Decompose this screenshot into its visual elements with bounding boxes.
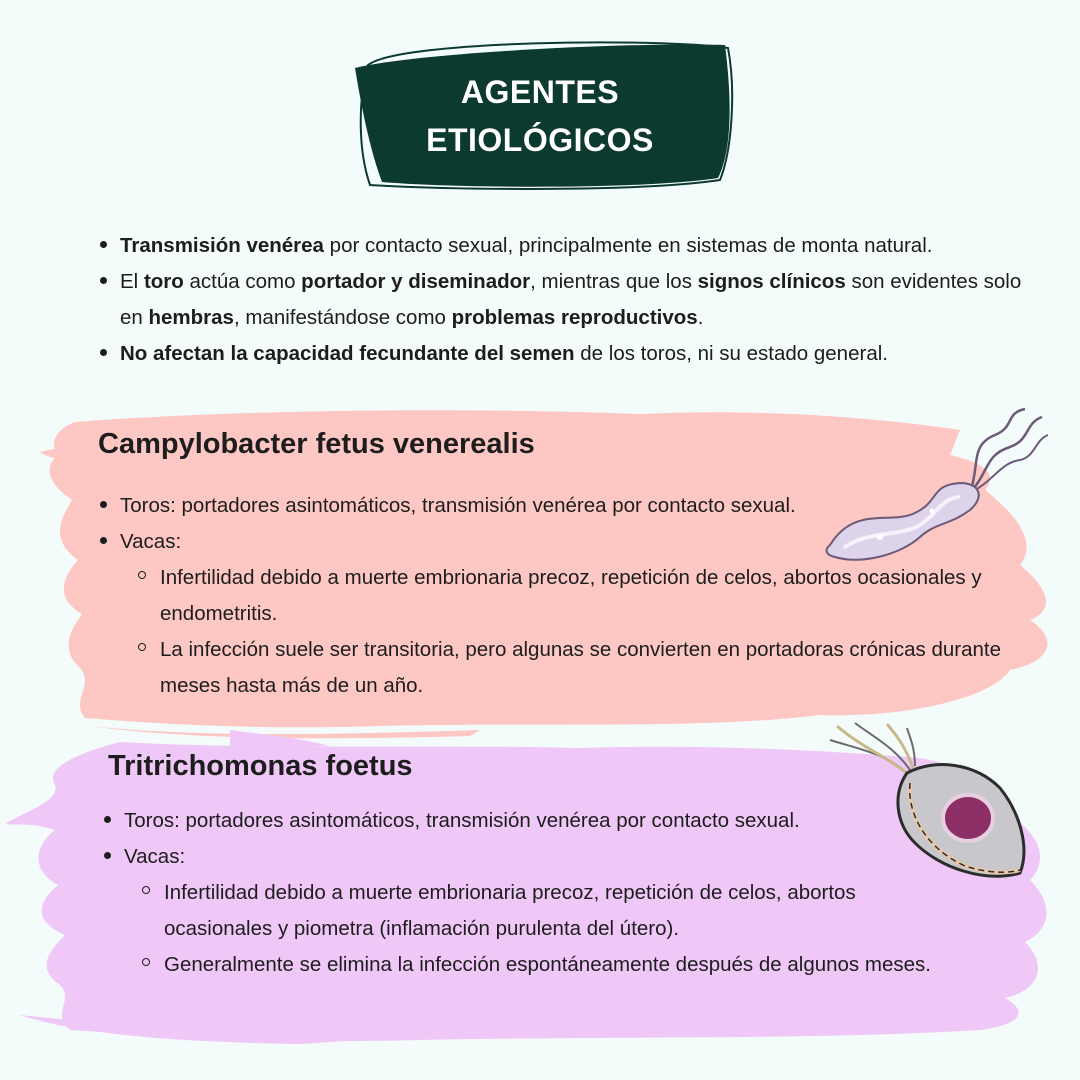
intro-list [98, 228, 1048, 372]
intro-carrier-t5: , manifestándose como [233, 306, 452, 329]
campylobacter-toros-item: Toros: portadores asintomáticos, transmisión venérea por contacto sexual. [98, 488, 1058, 524]
intro-carrier-b5: problemas reproductivos [451, 306, 698, 329]
tritrichomonas-vacas-label: Vacas: [124, 845, 186, 868]
trichomonas-protozoa-icon [815, 718, 1045, 888]
intro-item-transmission-bold: Transmisión venérea [120, 234, 324, 257]
campylobacter-vacas-sublist [98, 560, 1058, 704]
intro-carrier-b1: toro [143, 270, 184, 293]
intro-carrier-b4: hembras [148, 306, 234, 329]
campylobacter-vacas-label: Vacas: [120, 530, 182, 553]
page-title [340, 68, 740, 164]
tritrichomonas-vacas-sublist [102, 875, 942, 983]
intro-carrier-t4: son evidentes solo en [120, 270, 1022, 329]
tritrichomonas-sub-infertility: Infertilidad debido a muerte embrionaria precoz, repetición de celos, abortos ocasionales y piometra (inflamación purulenta del útero). [142, 875, 942, 947]
intro-item-carrier [98, 264, 1048, 336]
intro-carrier-t1: El [120, 270, 144, 293]
intro-carrier-t3: , mientras que los [530, 270, 698, 293]
intro-item-transmission [98, 228, 1048, 264]
intro-carrier-b2: portador y diseminador [301, 270, 531, 293]
intro-item-transmission-text: por contacto sexual, principalmente en sistemas de monta natural. [323, 234, 933, 257]
intro-carrier-b3: signos clínicos [697, 270, 846, 293]
tritrichomonas-vacas-sublist-wrap [102, 875, 1042, 983]
page-title-line2: ETIOLÓGICOS [426, 122, 654, 158]
intro-item-semen-text: de los toros, ni su estado general. [574, 342, 888, 365]
campylobacter-sub-infertility: Infertilidad debido a muerte embrionaria precoz, repetición de celos, abortos ocasionales y endometritis. [138, 560, 1058, 632]
campylobacter-sub-infection: La infección suele ser transitoria, pero algunas se convierten en portadoras crónicas durante meses hasta más de un año. [138, 632, 1058, 704]
campylobacter-bacterium-icon [820, 405, 1055, 570]
tritrichomonas-toros-item: Toros: portadores asintomáticos, transmisión venérea por contacto sexual. [102, 803, 1042, 839]
intro-carrier-t6: . [697, 306, 704, 329]
page-title-line1: AGENTES [460, 74, 620, 110]
intro-item-semen [98, 336, 1048, 372]
title-badge [340, 30, 740, 200]
tritrichomonas-sub-elimination: Generalmente se elimina la infección espontáneamente después de algunos meses. [142, 947, 942, 983]
intro-carrier-t2: actúa como [183, 270, 302, 293]
tritrichomonas-heading: Tritrichomonas foetus [108, 750, 413, 782]
intro-item-semen-bold: No afectan la capacidad fecundante del semen [120, 342, 575, 365]
campylobacter-heading: Campylobacter fetus venerealis [98, 428, 535, 460]
campylobacter-vacas-sublist-wrap [98, 560, 1058, 704]
